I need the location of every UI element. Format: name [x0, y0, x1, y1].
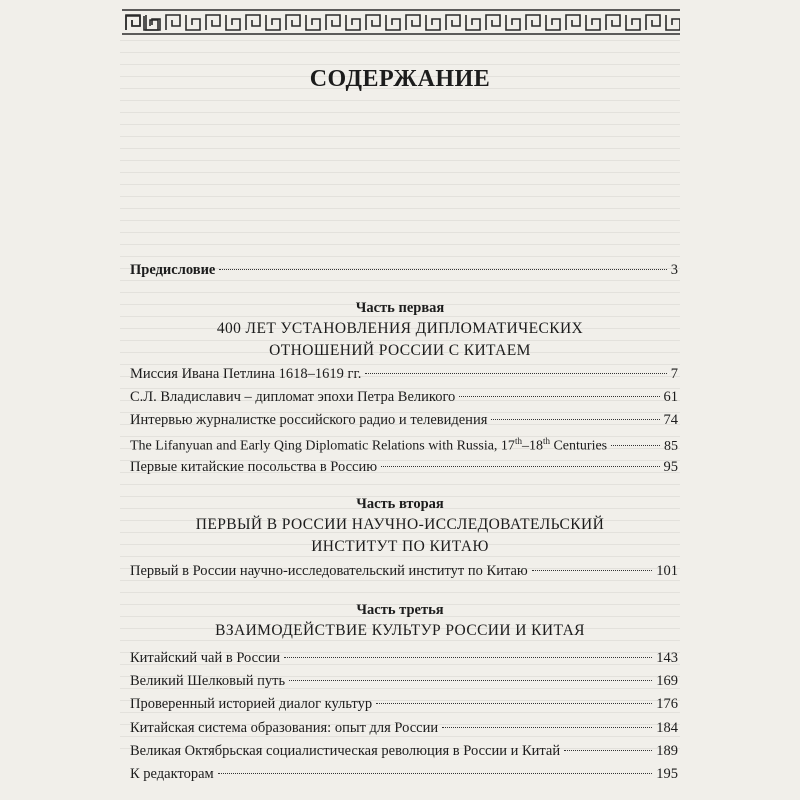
- dot-leader: [611, 445, 660, 446]
- toc-entry-label: The Lifanyuan and Early Qing Diplomatic Relations with Russia, 17th–18th Centuries: [130, 436, 608, 454]
- toc-entry-label: Интервью журналистке российского радио и телевидения: [130, 412, 488, 428]
- toc-entry-label: Первые китайские посольства в Россию: [130, 459, 378, 475]
- toc-entry-page: 176: [656, 696, 678, 712]
- toc-entry[interactable]: [130, 459, 678, 479]
- toc-entry-page: 7: [670, 366, 678, 382]
- dot-leader: [381, 466, 659, 467]
- toc-entry[interactable]: [130, 696, 678, 716]
- part-3-label: Часть третья: [356, 602, 444, 618]
- dot-leader: [365, 373, 666, 374]
- toc-entry-page: 143: [656, 650, 678, 666]
- part-1-title-line-2: ОТНОШЕНИЙ РОССИИ С КИТАЕМ: [269, 342, 531, 359]
- toc-entry[interactable]: [130, 766, 678, 786]
- toc-entry-page: 169: [656, 673, 678, 689]
- dot-leader: [289, 680, 652, 681]
- toc-entry-label: Проверенный историей диалог культур: [130, 696, 373, 712]
- toc-entry[interactable]: [130, 673, 678, 693]
- toc-entry-page: 74: [663, 412, 678, 428]
- dot-leader: [564, 750, 652, 751]
- toc-entry-page: 189: [656, 743, 678, 759]
- toc-entry-label: Первый в России научно-исследовательский институт по Китаю: [130, 563, 528, 579]
- dot-leader: [284, 657, 652, 658]
- part-2-label: Часть вторая: [356, 496, 444, 512]
- toc-entry-label: Великий Шелковый путь: [130, 673, 286, 689]
- dot-leader: [491, 419, 659, 420]
- dot-leader: [442, 727, 652, 728]
- toc-entry-page: 61: [663, 389, 678, 405]
- toc-entry-page: 184: [656, 720, 678, 736]
- toc-entry-label: Китайская система образования: опыт для России: [130, 720, 439, 736]
- toc-entry-page: 95: [663, 459, 678, 475]
- toc-entry-label: Миссия Ивана Петлина 1618–1619 гг.: [130, 366, 362, 382]
- ornamental-border: [122, 8, 680, 36]
- part-3-title-line-1: ВЗАИМОДЕЙСТВИЕ КУЛЬТУР РОССИИ И КИТАЯ: [215, 622, 585, 639]
- toc-entry-page: 85: [664, 438, 678, 454]
- dot-leader: [532, 570, 653, 571]
- dot-leader: [219, 269, 666, 270]
- toc-entry-preface[interactable]: [130, 262, 678, 282]
- toc-entry-page: 3: [670, 262, 678, 278]
- toc-entry[interactable]: [130, 389, 678, 409]
- dot-leader: [459, 396, 659, 397]
- toc-title: СОДЕРЖАНИЕ: [309, 66, 491, 92]
- part-2-title-line-1: ПЕРВЫЙ В РОССИИ НАУЧНО-ИССЛЕДОВАТЕЛЬСКИЙ: [195, 516, 605, 533]
- part-1-label: Часть первая: [355, 300, 445, 316]
- toc-entry[interactable]: [130, 366, 678, 386]
- toc-entry[interactable]: [130, 743, 678, 763]
- toc-entry[interactable]: [130, 563, 678, 583]
- toc-entry-page: 101: [656, 563, 678, 579]
- toc-entry-label: С.Л. Владиславич – дипломат эпохи Петра Великого: [130, 389, 456, 405]
- toc-entry-page: 195: [656, 766, 678, 782]
- toc-entry-label: Китайский чай в России: [130, 650, 281, 666]
- toc-entry[interactable]: [130, 436, 678, 456]
- toc-entry-label: Великая Октябрьская социалистическая революция в России и Китай: [130, 743, 561, 759]
- dot-leader: [376, 703, 652, 704]
- part-2-title-line-2: ИНСТИТУТ ПО КИТАЮ: [311, 538, 489, 555]
- toc-entry[interactable]: [130, 650, 678, 670]
- toc-entry-label: Предисловие: [130, 262, 216, 278]
- toc-entry[interactable]: [130, 412, 678, 432]
- toc-entry[interactable]: [130, 720, 678, 740]
- part-1-title-line-1: 400 ЛЕТ УСТАНОВЛЕНИЯ ДИПЛОМАТИЧЕСКИХ: [216, 320, 584, 337]
- dot-leader: [218, 773, 653, 774]
- toc-entry-label: К редакторам: [130, 766, 214, 782]
